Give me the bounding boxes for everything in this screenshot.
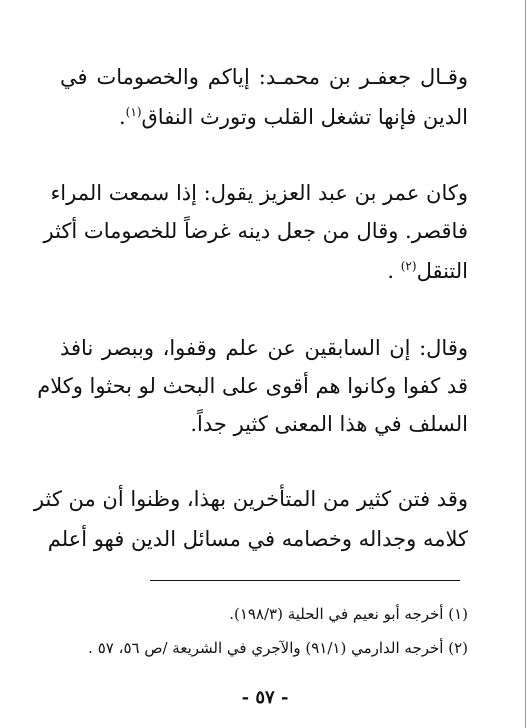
- body-text-line: [60, 256, 468, 286]
- line-text: وكان عمر بن عبد العزيز يقول: إذا سمعت المراء: [50, 181, 468, 205]
- line-text: قد كفوا وكانوا هم أقوى على البحث لو بحثوا وكلام: [37, 374, 468, 398]
- line-text: التنقل: [416, 259, 468, 283]
- body-text-line: [60, 333, 468, 363]
- body-text-line: [60, 409, 468, 439]
- body-text-line: [47, 524, 468, 554]
- line-tail: .: [118, 105, 126, 129]
- line-text: وقـال جعفـر بن محمـد: إياكم والخصومات في: [60, 65, 468, 89]
- footnote-separator: [150, 580, 460, 581]
- footnote: (١) أخرجه أبو نعيم في الحلية (١٩٨/٣).: [229, 605, 468, 623]
- body-text-line: [60, 102, 468, 132]
- line-text: فاقصر. وقال من جعل دينه غرضاً للخصومات أكثر: [43, 219, 468, 243]
- body-text-line: [43, 216, 468, 246]
- body-text-line: [50, 178, 468, 208]
- body-text-line: [33, 484, 468, 514]
- page-edge-line: [525, 0, 526, 728]
- line-text: كلامه وجداله وخصامه في مسائل الدين فهو أعلم: [47, 527, 468, 551]
- footnote: (٢) أخرجه الدارمي (٩١/١) والآجري في الشريعة /ص ٥٦، ٥٧ .: [88, 639, 468, 657]
- page-number: - ٥٧ -: [241, 687, 289, 708]
- body-text-line: [37, 371, 468, 401]
- line-text: وقال: إن السابقين عن علم وقفوا، وببصر نافذ: [60, 336, 468, 360]
- line-text: الدين فإنها تشغل القلب وتورث النفاق: [141, 105, 468, 129]
- line-text: السلف في هذا المعنى كثير جداً.: [190, 412, 468, 436]
- body-text-line: [60, 62, 468, 92]
- line-text: وقد فتن كثير من المتأخرين بهذا، وظنوا أن من كثر: [33, 487, 468, 511]
- line-tail: .: [387, 259, 401, 283]
- footnote-reference[interactable]: (١): [125, 105, 142, 119]
- footnote-reference[interactable]: (٢): [400, 259, 417, 273]
